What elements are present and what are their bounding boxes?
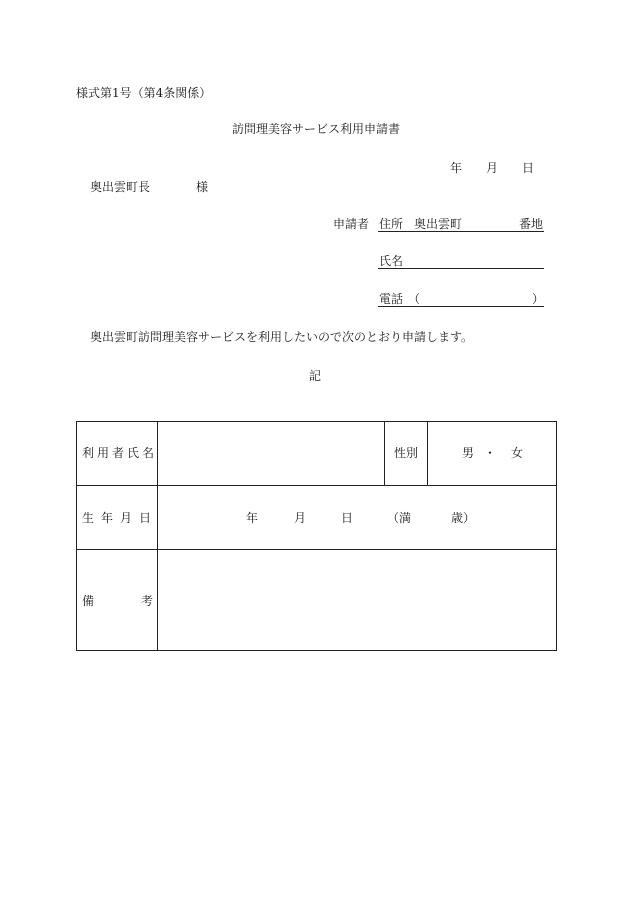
- table-col-rule-label: [157, 421, 158, 651]
- date-day-label: 日: [522, 161, 535, 175]
- address-label: 住所: [379, 217, 404, 231]
- name-underline: [378, 268, 544, 269]
- remarks-label-second: 考: [141, 594, 154, 608]
- table-col-rule-gender-left: [384, 421, 385, 485]
- table-border-top: [76, 421, 557, 422]
- table-col-rule-gender-right: [427, 421, 428, 485]
- table-border-bottom: [76, 650, 557, 651]
- gender-separator: ・: [484, 446, 497, 460]
- gender-label: 性別: [394, 446, 419, 460]
- age-open: （満: [387, 511, 412, 525]
- table-rule-1: [76, 485, 557, 486]
- remarks-cell[interactable]: [160, 552, 554, 648]
- document-title: 訪問理美容サービス利用申請書: [232, 122, 401, 136]
- age-close: 歳）: [451, 511, 476, 525]
- phone-label: 電話: [379, 292, 404, 306]
- address-suffix: 番地: [519, 217, 544, 231]
- table-border-left: [76, 421, 77, 651]
- date-month-label: 月: [486, 161, 499, 175]
- user-name-cell[interactable]: [160, 424, 382, 482]
- table-border-right: [556, 421, 557, 651]
- phone-close-paren: ）: [532, 292, 545, 306]
- form-number: 様式第1号（第4条関係）: [76, 86, 212, 100]
- address-town: 奥出雲町: [414, 217, 463, 231]
- birthdate-label: 生年月日: [82, 511, 159, 525]
- addressee-name: 奥出雲町長: [90, 180, 151, 194]
- user-name-label: 利用者氏名: [82, 446, 158, 460]
- phone-underline: [378, 306, 544, 307]
- name-label: 氏名: [379, 254, 404, 268]
- address-underline: [378, 231, 544, 232]
- addressee-honorific: 様: [196, 180, 209, 194]
- birth-day-label: 日: [341, 511, 354, 525]
- table-rule-2: [76, 549, 557, 550]
- application-statement: 奥出雲町訪問理美容サービスを利用したいので次のとおり申請します。: [90, 330, 474, 344]
- birth-month-label: 月: [294, 511, 307, 525]
- gender-female-option[interactable]: 女: [511, 446, 524, 460]
- date-year-label: 年: [450, 161, 463, 175]
- birth-year-label: 年: [246, 511, 259, 525]
- gender-male-option[interactable]: 男: [462, 446, 475, 460]
- remarks-label-first: 備: [82, 594, 95, 608]
- ki-heading: 記: [309, 369, 322, 383]
- phone-open-paren: （: [408, 292, 421, 306]
- applicant-label: 申請者: [333, 217, 370, 231]
